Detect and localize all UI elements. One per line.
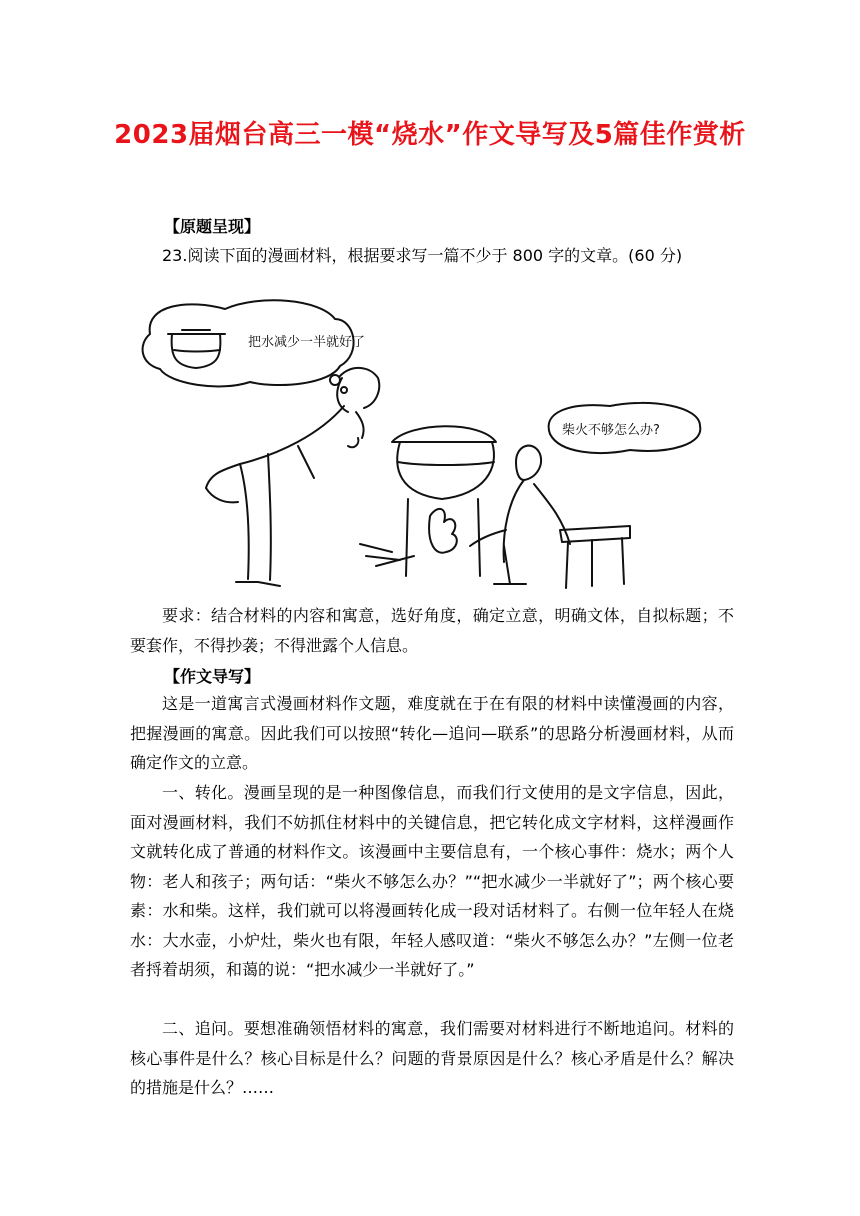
comic-bubble-old-text: 把水减少一半就好了 [248,335,366,350]
section-heading-original: 【原题呈现】 [164,217,261,236]
comic-illustration [130,294,730,599]
comic-bubble-young-text: 柴火不够怎么办? [562,423,660,438]
guide-paragraph-2: 一、转化。漫画呈现的是一种图像信息，而我们行文使用的是文字信息，因此，面对漫画材料，我们不妨抓住材料中的关键信息，把它转化成文字材料，这样漫画作文就转化成了普通的材料作文。该漫画中主要信息有，一个核心事件：烧水；两个人物：老人和孩子；两句话：“柴火不够怎么办？”“把水减少一半就好了”；两个核心要素：水和柴。这样，我们就可以将漫画转化成一段对话材料了。右侧一位年轻人在烧水：大水壶，小炉灶，柴火也有限，年轻人感叹道：“柴火不够怎么办？”左侧一位老者捋着胡须，和蔼的说：“把水减少一半就好了。” [130,783,734,979]
section-heading-guide: 【作文导写】 [164,667,261,686]
guide-paragraph-1: 这是一道寓言式漫画材料作文题，难度就在于在有限的材料中读懂漫画的内容，把握漫画的寓意。因此我们可以按照“转化—追问—联系”的思路分析漫画材料，从而确定作文的立意。 [130,694,734,772]
requirement-text: 要求：结合材料的内容和寓意，选好角度，确定立意，明确文体，自拟标题；不要套作，不得抄袭；不得泄露个人信息。 [130,606,734,655]
question-text: 23.阅读下面的漫画材料，根据要求写一篇不少于 800 字的文章。(60 分) [162,246,683,265]
guide-paragraph-3: 二、追问。要想准确领悟材料的寓意，我们需要对材料进行不断地追问。材料的核心事件是什么？核心目标是什么？问题的背景原因是什么？核心矛盾是什么？解决的措施是什么？…… [130,1019,734,1097]
page-title: 2023届烟台高三一模“烧水”作文导写及5篇佳作赏析 [114,120,746,150]
